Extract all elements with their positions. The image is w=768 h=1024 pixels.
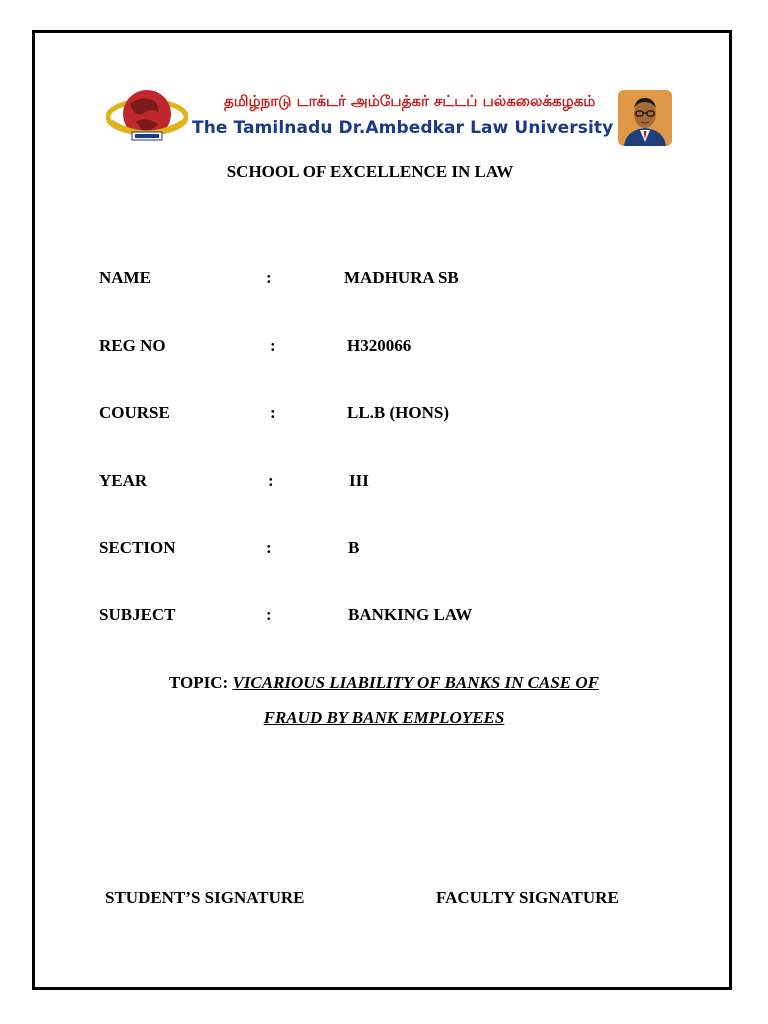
topic-line-2 — [0, 708, 768, 728]
university-name: The Tamilnadu Dr.Ambedkar Law University — [192, 118, 614, 138]
ambedkar-portrait-icon — [618, 90, 672, 146]
university-header — [106, 86, 676, 152]
field-label: REG NO — [99, 336, 166, 355]
topic-title-part-1: VICARIOUS LIABILITY OF BANKS IN CASE OF — [232, 673, 599, 692]
university-name-tamil: தமிழ்நாடு டாக்டர் அம்பேத்கர் சட்டப் பல்கலைக்கழகம் — [224, 92, 596, 110]
field-value: LL.B (HONS) — [347, 403, 450, 422]
field-label: SECTION — [99, 538, 176, 557]
field-value: BANKING LAW — [348, 605, 473, 624]
topic-line-1 — [0, 673, 768, 693]
field-value: H320066 — [347, 336, 412, 355]
field-colon: : — [266, 538, 272, 557]
field-label: COURSE — [99, 403, 170, 422]
field-colon: : — [268, 471, 274, 490]
topic-label: TOPIC: — [168, 673, 233, 692]
field-colon: : — [270, 336, 276, 355]
field-colon: : — [266, 605, 272, 624]
field-colon: : — [266, 268, 272, 287]
field-label: YEAR — [99, 471, 148, 490]
topic-title-part-2: FRAUD BY BANK EMPLOYEES — [263, 708, 505, 727]
university-logo-icon — [106, 86, 188, 146]
field-label: SUBJECT — [99, 605, 176, 624]
school-name: SCHOOL OF EXCELLENCE IN LAW — [226, 162, 514, 181]
field-value: B — [348, 538, 360, 557]
field-value: III — [349, 471, 369, 490]
student-signature-label: STUDENT’S SIGNATURE — [105, 888, 305, 907]
field-value: MADHURA SB — [344, 268, 459, 287]
field-label: NAME — [99, 268, 151, 287]
faculty-signature-label: FACULTY SIGNATURE — [436, 888, 619, 907]
field-colon: : — [270, 403, 276, 422]
